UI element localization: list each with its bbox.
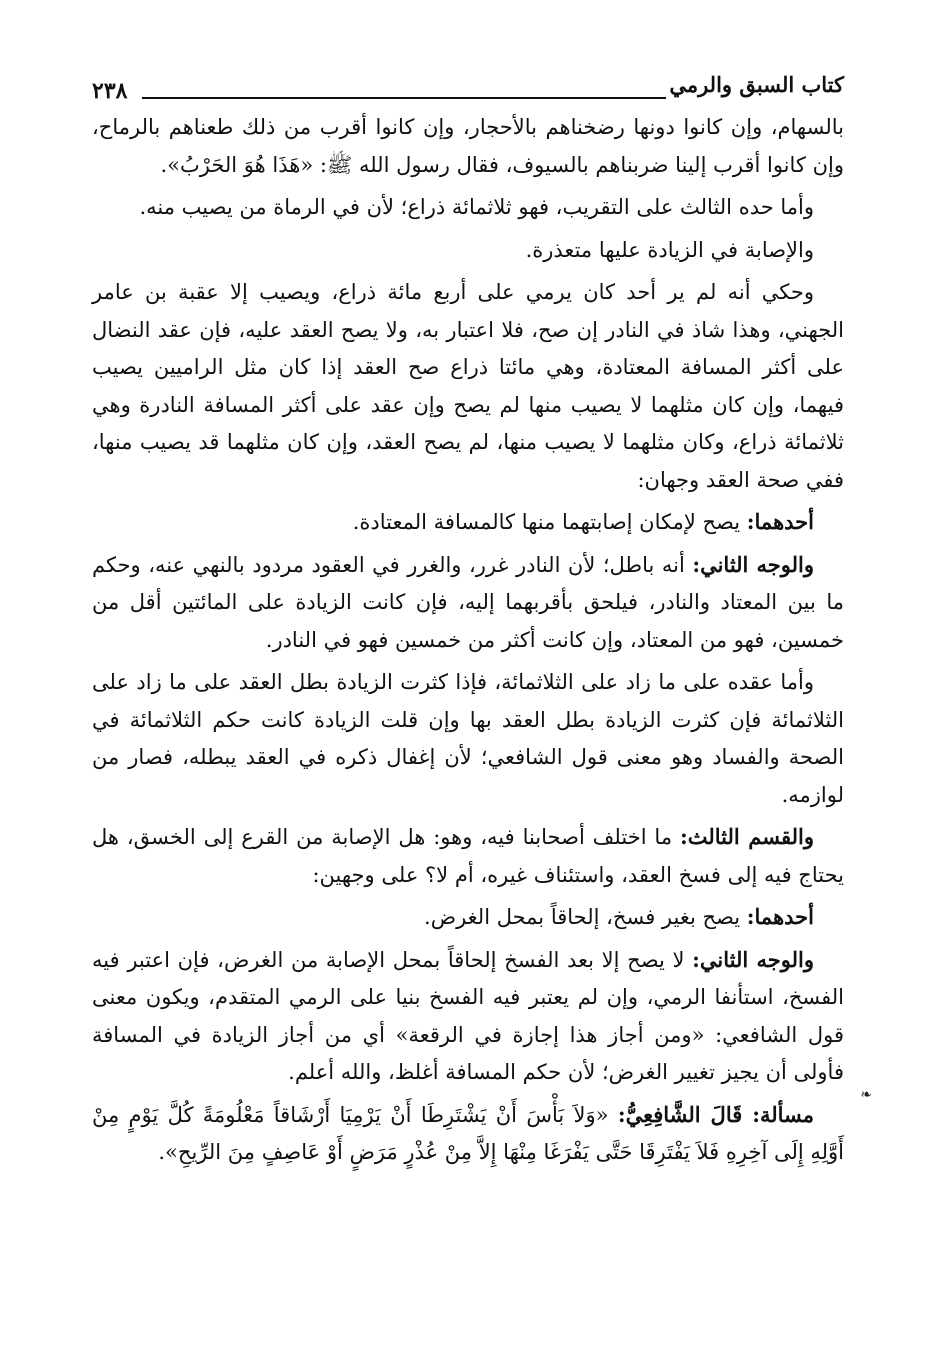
paragraph-2 bbox=[92, 188, 844, 227]
paragraph-7 bbox=[92, 663, 844, 814]
paragraph-1 bbox=[92, 108, 844, 184]
paragraph-lead: أحدهما: bbox=[746, 904, 814, 929]
paragraph-text: ما اختلف أصحابنا فيه، وهو: هل الإصابة من القرع إلى الخسق، هل يحتاج فيه إلى فسخ العقد، واستئناف غيره، أم لا؟ على وجهين: bbox=[92, 825, 844, 887]
paragraph-text: «وَلاَ بَأْسَ أَنْ يَشْتَرِطَا أَنْ يَرْمِيَا أَرْشَاقاً مَعْلُومَةً كُلَّ يَوْمٍ مِنْ أَوَّلِهِ إِلَى آخِرِهِ فَلاَ يَفْتَرِقَا حَتَّى يَفْرَغَا مِنْهَا إِلاَّ مِنْ عُذْرٍ مَرَضٍ أَوْ عَاصِفٍ مِنَ الرِّيحِ». bbox=[92, 1102, 844, 1164]
page-number: ٢٣٨ bbox=[92, 78, 128, 104]
paragraph-text: والإصابة في الزيادة عليها متعذرة. bbox=[525, 237, 814, 262]
paragraph-text: وحكي أنه لم ير أحد كان يرمي على أربع مائة ذراع، ويصيب إلا عقبة بن عامر الجهني، وهذا شاذ في النادر إن صح، فلا اعتبار به، ولا يصح العقد عليه، فإن عقد النضال على أكثر المسافة المعتادة، وهي مائتا ذراع صح العقد إذا كان مثل الراميين يصيب فيهما، وإن كان مثلهما لا يصيب منها لم يصح وإن عقد على أكثر المسافة النادرة وهي ثلاثمائة ذراع، وكان مثلهما لا يصيب منها، لم يصح العقد، وإن كان مثلهما قد يصيب منها، ففي صحة العقد وجهان: bbox=[92, 280, 844, 492]
paragraph-text: وأما حده الثالث على التقريب، فهو ثلاثمائة ذراع؛ لأن في الرماة من يصيب منه. bbox=[139, 195, 814, 219]
paragraph-5 bbox=[92, 503, 844, 542]
page bbox=[92, 68, 844, 1176]
paragraph-lead: مسألة: قَالَ الشَّافِعِيُّ: bbox=[617, 1101, 814, 1127]
page-body bbox=[92, 108, 844, 1172]
paragraph-lead: والقسم الثالث: bbox=[680, 824, 814, 849]
paragraph-8 bbox=[92, 818, 844, 894]
paragraph-lead: والوجه الثاني: bbox=[692, 946, 814, 972]
paragraph-10 bbox=[92, 941, 844, 1092]
paragraph-text: لا يصح إلا بعد الفسخ إلحاقاً بمحل الإصابة من الغرض، فإن اعتبر فيه الفسخ، استأنفا الرمي، وإن لم يعتبر فيه الفسخ بنيا على الرمي المتقدم، ويكون معنى قول الشافعي: «ومن أجاز هذا إجازة في الرقعة» أي من أجاز الزيادة في المسافة فأولى أن يجيز تغيير الغرض؛ لأن حكم المسافة أغلظ، والله أعلم. bbox=[92, 947, 844, 1084]
paragraph-4 bbox=[92, 273, 844, 499]
paragraph-11 bbox=[92, 1096, 844, 1172]
paragraph-lead: أحدهما: bbox=[746, 509, 814, 534]
paragraph-text: يصح لإمكان إصابتهما منها كالمسافة المعتادة. bbox=[352, 510, 747, 534]
paragraph-9 bbox=[92, 898, 844, 937]
paragraph-lead: والوجه الثاني: bbox=[692, 551, 815, 577]
book-title: كتاب السبق والرمي bbox=[669, 72, 844, 97]
paragraph-6 bbox=[92, 546, 844, 660]
paragraph-text: يصح بغير فسخ، إلحاقاً بمحل الغرض. bbox=[424, 905, 747, 929]
paragraph-text: وأما عقده على ما زاد على الثلاثمائة، فإذا كثرت الزيادة بطل العقد على ما زاد على الثلاثمائة فإن كثرت الزيادة بطل العقد بها وإن قلت الزيادة كانت حكم الثلاثمائة في الصحة والفساد وهو معنى قول الشافعي؛ لأن إغفال ذكره في العقد يبطله، فصار من لوازمه. bbox=[92, 670, 844, 807]
paragraph-text: بالسهام، وإن كانوا دونها رضخناهم بالأحجار، وإن كانوا أقرب من ذلك طعناهم بالرماح، وإن كانوا أقرب إلينا ضربناهم بالسيوف، فقال رسول الله ﷺ: «هَذَا هُوَ الحَرْبُ». bbox=[92, 115, 844, 177]
header-rule bbox=[142, 97, 666, 99]
margin-mark-icon: ❧ bbox=[860, 1087, 872, 1103]
paragraph-3 bbox=[92, 231, 844, 270]
paragraph-text: أنه باطل؛ لأن النادر غرر، والغرر في العقود مردود بالنهي عنه، وحكم ما بين المعتاد والنادر، فيلحق بأقربهما إليه، فإن كانت الزيادة على المائتين أقل من خمسين، فهو من المعتاد، وإن كانت أكثر من خمسين فهو في النادر. bbox=[92, 552, 844, 652]
page-header bbox=[92, 68, 844, 108]
